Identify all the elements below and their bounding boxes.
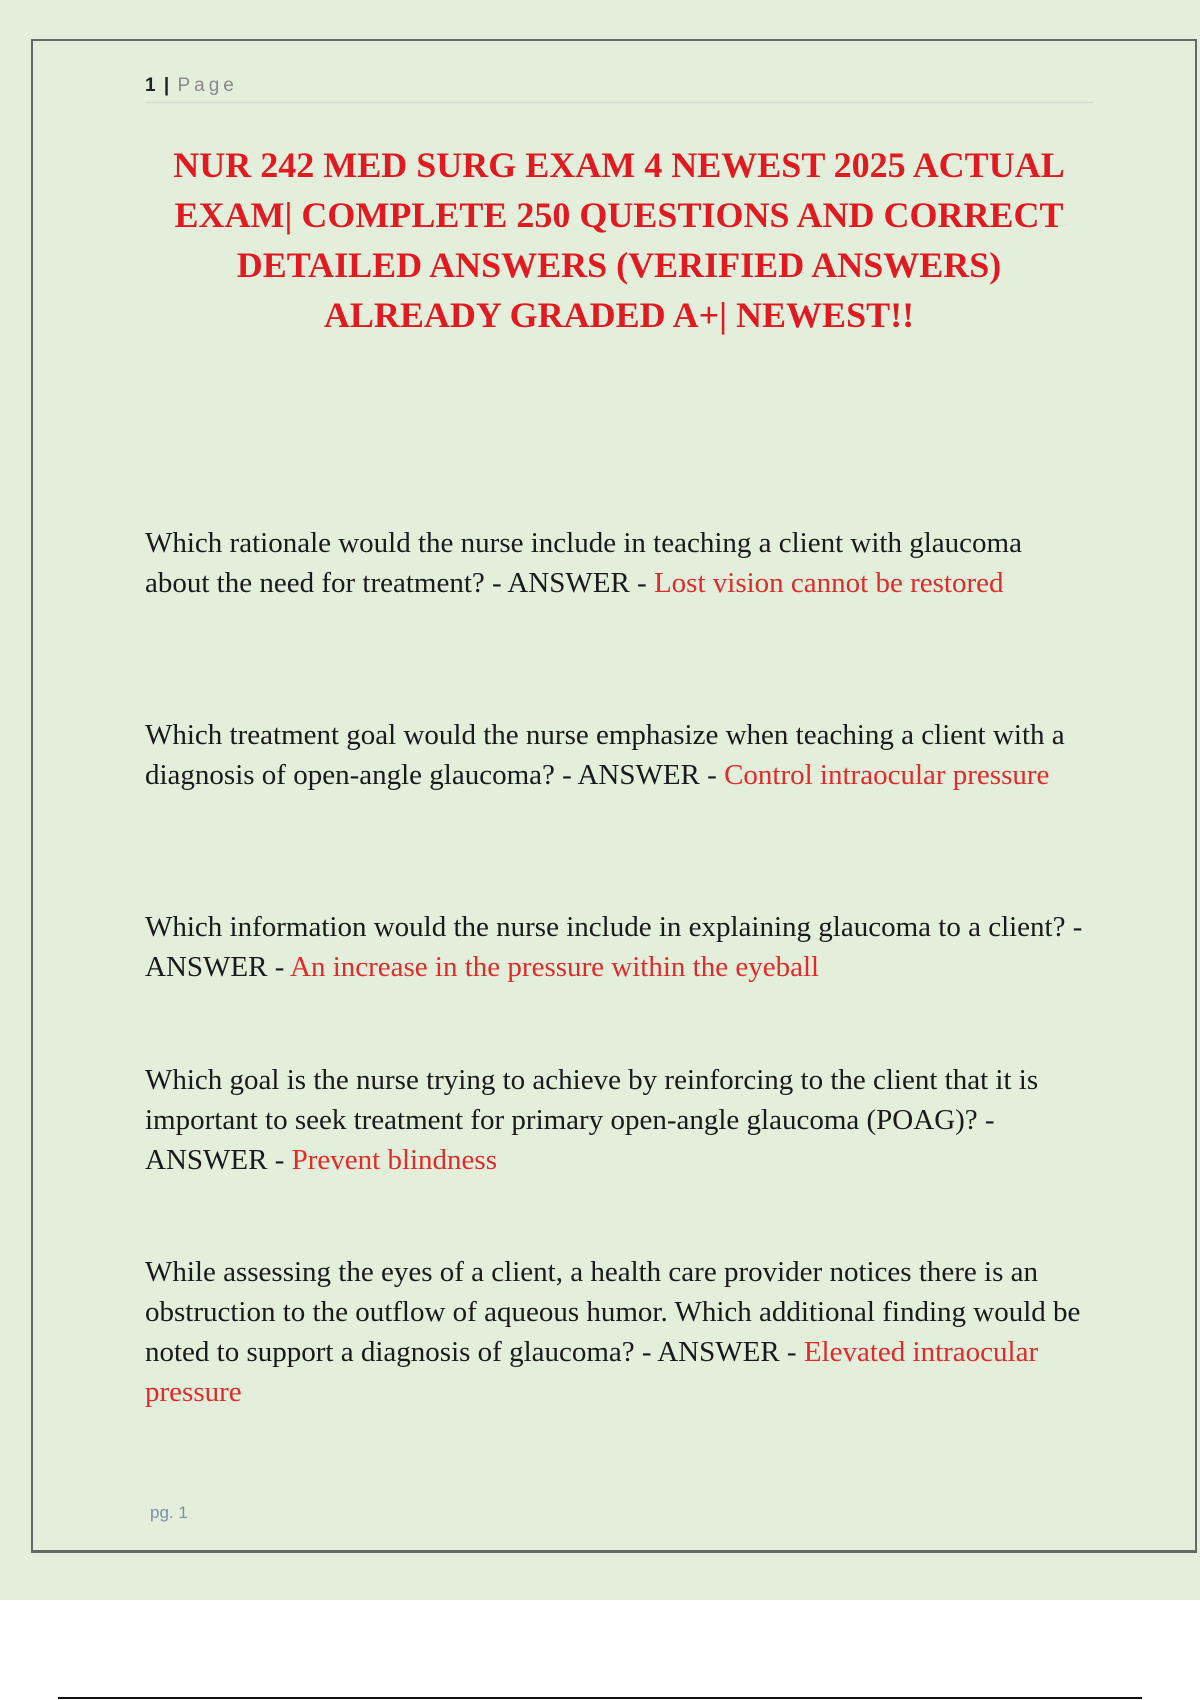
qa-item <box>145 715 1093 795</box>
answer-text: Elevated intraocular pressure <box>145 1336 1039 1408</box>
bottom-divider <box>58 1697 1142 1699</box>
question-text: Which rationale would the nurse include in teaching a client with glaucoma about the need for treatment? - ANSWER - <box>145 527 1022 599</box>
qa-item <box>145 907 1093 987</box>
answer-text: Prevent blindness <box>291 1144 498 1176</box>
answer-text: Control intraocular pressure <box>724 759 1050 791</box>
qa-item <box>145 523 1093 603</box>
answer-text: Lost vision cannot be restored <box>653 567 1004 599</box>
question-text: Which goal is the nurse trying to achieve by reinforcing to the client that it is important to seek treatment for primary open-angle glaucoma (POAG)? - ANSWER - <box>145 1064 1039 1176</box>
header-separator: | <box>163 75 170 96</box>
document-title: NUR 242 MED SURG EXAM 4 NEWEST 2025 ACTUAL EXAM| COMPLETE 250 QUESTIONS AND CORRECT DETAILED ANSWERS (VERIFIED ANSWERS) ALREADY GRADED A+| NEWEST!! <box>173 145 1065 335</box>
qa-item <box>145 1252 1093 1412</box>
question-text: Which information would the nurse include in explaining glaucoma to a client? - ANSWER - <box>145 911 1083 983</box>
page-header <box>145 74 1093 103</box>
qa-item <box>145 1060 1093 1180</box>
page-footer: pg. 1 <box>150 1503 188 1522</box>
question-text: While assessing the eyes of a client, a health care provider notices there is an obstruction to the outflow of aqueous humor. Which additional finding would be noted to support a diagnosis of glaucoma? - ANSWER - <box>145 1256 1081 1368</box>
question-text: Which treatment goal would the nurse emphasize when teaching a client with a diagnosis of open-angle glaucoma? - ANSWER - <box>145 719 1065 791</box>
page-label: Page <box>177 75 238 96</box>
page-number: 1 <box>145 75 156 96</box>
answer-text: An increase in the pressure within the eyeball <box>290 951 820 983</box>
